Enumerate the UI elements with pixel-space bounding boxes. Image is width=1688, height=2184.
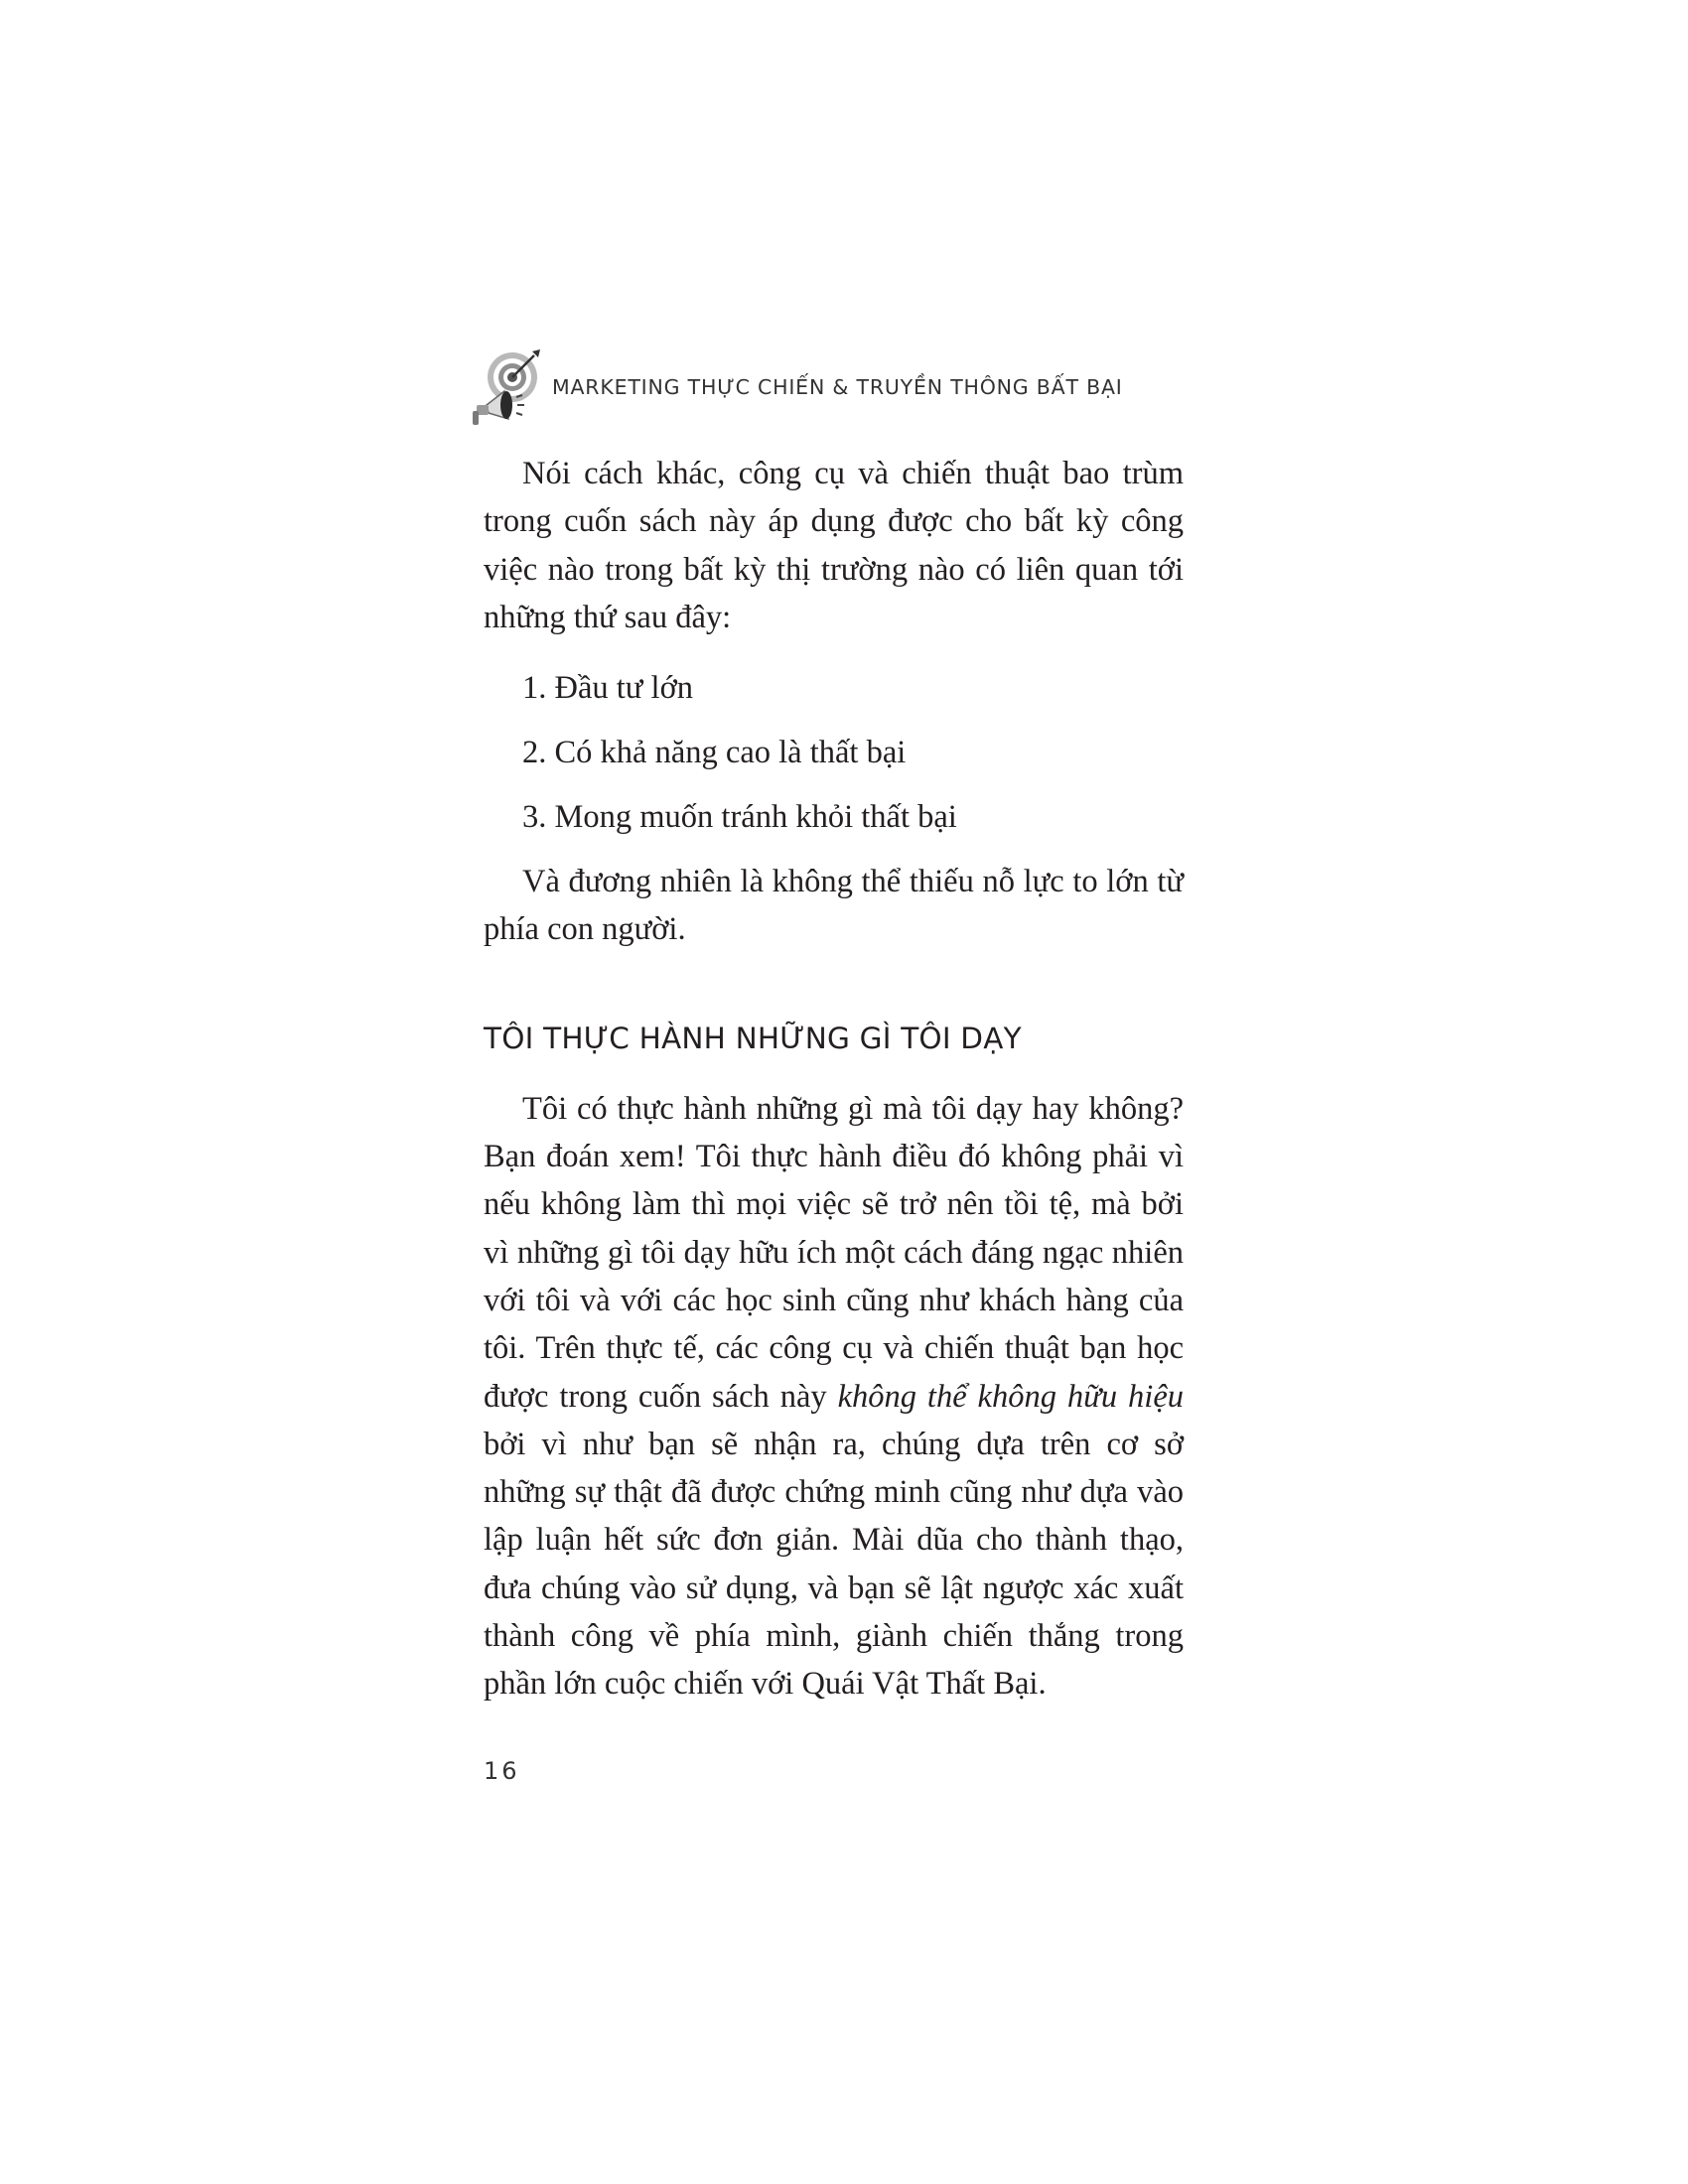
numbered-list [484, 664, 1184, 841]
list-item: 1. Đầu tư lớn [522, 670, 694, 707]
intro-paragraph: Nói cách khác, công cụ và chiến thuật bao trùm trong cuốn sách này áp dụng được cho bất kỳ công việc nào trong bất kỳ thị trường nào có liên quan tới những thứ sau đây: [484, 456, 1184, 635]
page-number: 16 [484, 1757, 520, 1785]
list-item: 2. Có khả năng cao là thất bại [522, 735, 907, 771]
body-text-after: bởi vì như bạn sẽ nhận ra, chúng dựa trên cơ sở những sự thật đã được chứng minh cũng như dựa vào lập luận hết sức đơn giản. Mài dũa cho thành thạo, đưa chúng vào sử dụng, và bạn sẽ lật ngược xác xuất thành công về phía mình, giành chiến thắng trong phần lớn cuộc chiến với Quái Vật Thất Bại. [484, 1426, 1184, 1703]
closing-paragraph: Và đương nhiên là không thể thiếu nỗ lực to lớn từ phía con người. [484, 864, 1184, 948]
section-body-paragraph [484, 1085, 1184, 1708]
page-body [484, 450, 1184, 1708]
body-text-emphasis: không thể không hữu hiệu [837, 1378, 1184, 1415]
running-header [465, 338, 1219, 437]
running-header-title: MARKETING THỰC CHIẾN & TRUYỀN THÔNG BẤT BẠI [552, 375, 1123, 399]
section-heading: TÔI THỰC HÀNH NHỮNG GÌ TÔI DẠY [484, 1021, 1022, 1055]
target-megaphone-icon [465, 347, 548, 431]
body-text-before: Tôi có thực hành những gì mà tôi dạy hay không? Bạn đoán xem! Tôi thực hành điều đó không phải vì nếu không làm thì mọi việc sẽ trở nên tồi tệ, mà bởi vì những gì tôi dạy hữu ích một cách đáng ngạc nhiên với tôi và với các học sinh cũng như khách hàng của tôi. Trên thực tế, các công cụ và chiến thuật bạn học được trong cuốn sách này [484, 1090, 1184, 1415]
list-item: 3. Mong muốn tránh khỏi thất bại [522, 799, 957, 836]
